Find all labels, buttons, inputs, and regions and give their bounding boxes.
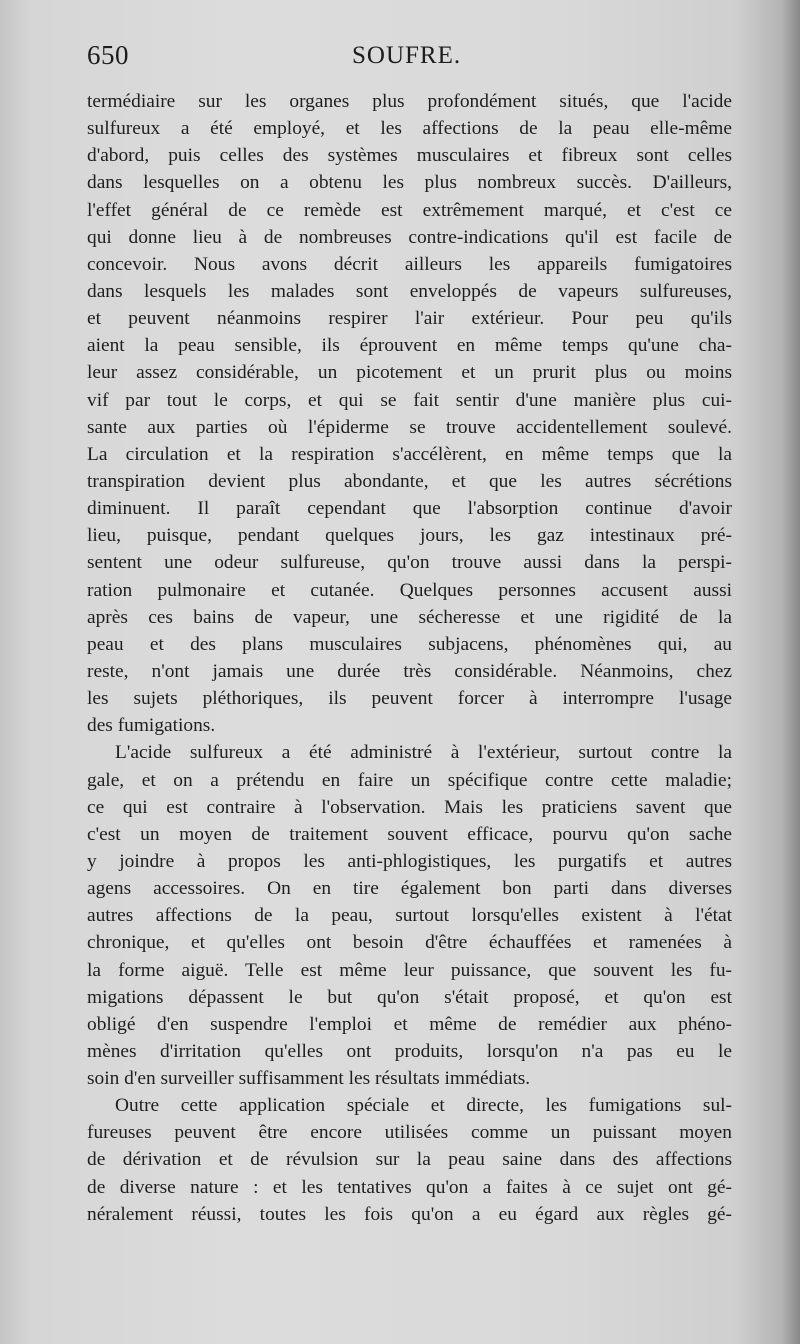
text-line: diminuent. Il paraît cependant que l'absorption continue d'avoir	[87, 498, 732, 520]
paragraph	[87, 739, 732, 1092]
text-line: sante aux parties où l'épiderme se trouve accidentellement soulevé.	[87, 416, 732, 438]
paragraph	[87, 1092, 732, 1228]
text-line: reste, n'ont jamais une durée très considérable. Néanmoins, chez	[87, 660, 732, 682]
text-line: dans lesquelles on a obtenu les plus nombreux succès. D'ailleurs,	[87, 172, 732, 194]
text-line: autres affections de la peau, surtout lorsqu'elles existent à l'état	[87, 905, 732, 927]
text-line: après ces bains de vapeur, une sécheresse et une rigidité de la	[87, 606, 732, 628]
text-line: de diverse nature : et les tentatives qu'on a faites à ce sujet ont gé-	[87, 1176, 732, 1198]
text-line: concevoir. Nous avons décrit ailleurs les appareils fumigatoires	[87, 253, 732, 275]
text-line: migations dépassent le but qu'on s'était proposé, et qu'on est	[87, 986, 732, 1008]
body-text	[87, 88, 732, 1228]
text-line: c'est un moyen de traitement souvent efficace, pourvu qu'on sache	[87, 823, 732, 845]
text-line: agens accessoires. On en tire également bon parti dans diverses	[87, 878, 732, 900]
text-line: sentent une odeur sulfureuse, qu'on trouve aussi dans la perspi-	[87, 552, 732, 574]
text-line: transpiration devient plus abondante, et que les autres sécrétions	[87, 470, 732, 492]
text-line: gale, et on a prétendu en faire un spécifique contre cette maladie;	[87, 769, 732, 791]
text-line: obligé d'en suspendre l'emploi et même de remédier aux phéno-	[87, 1013, 732, 1035]
text-line: la forme aiguë. Telle est même leur puissance, que souvent les fu-	[87, 959, 732, 981]
text-line: fureuses peuvent être encore utilisées comme un puissant moyen	[87, 1122, 732, 1144]
text-line: vif par tout le corps, et qui se fait sentir d'une manière plus cui-	[87, 389, 732, 411]
running-head: SOUFRE.	[352, 42, 462, 69]
text-line: peau et des plans musculaires subjacens, phénomènes qui, au	[87, 633, 732, 655]
text-line: lieu, puisque, pendant quelques jours, les gaz intestinaux pré-	[87, 525, 732, 547]
text-line: ration pulmonaire et cutanée. Quelques personnes accusent aussi	[87, 579, 732, 601]
text-line: dans lesquels les malades sont enveloppés de vapeurs sulfureuses,	[87, 280, 732, 302]
text-line: chronique, et qu'elles ont besoin d'être échauffées et ramenées à	[87, 932, 732, 954]
page-number: 650	[87, 40, 129, 70]
paragraph	[87, 88, 732, 739]
text-line: et peuvent néanmoins respirer l'air extérieur. Pour peu qu'ils	[87, 308, 732, 330]
text-line: néralement réussi, toutes les fois qu'on a eu égard aux règles gé-	[87, 1203, 732, 1225]
page-header	[87, 40, 727, 80]
text-line: les sujets pléthoriques, ils peuvent forcer à interrompre l'usage	[87, 688, 732, 710]
text-line: termédiaire sur les organes plus profondément situés, que l'acide	[87, 91, 732, 112]
text-line: d'abord, puis celles des systèmes musculaires et fibreux sont celles	[87, 145, 732, 167]
text-line: L'acide sulfureux a été administré à l'extérieur, surtout contre la	[115, 742, 732, 764]
text-line: qui donne lieu à de nombreuses contre-indications qu'il est facile de	[87, 226, 732, 248]
text-line: des fumigations.	[87, 715, 216, 737]
text-line: l'effet général de ce remède est extrêmement marqué, et c'est ce	[87, 199, 732, 221]
text-line: leur assez considérable, un picotement et un prurit plus ou moins	[87, 362, 732, 384]
text-line: y joindre à propos les anti-phlogistiques, les purgatifs et autres	[87, 850, 732, 872]
text-line: sulfureux a été employé, et les affections de la peau elle-même	[87, 118, 732, 140]
text-line: soin d'en surveiller suffisamment les résultats immédiats.	[87, 1068, 531, 1090]
text-line: Outre cette application spéciale et directe, les fumigations sul-	[115, 1095, 732, 1117]
text-line: La circulation et la respiration s'accélèrent, en même temps que la	[87, 443, 732, 465]
text-line: mènes d'irritation qu'elles ont produits, lorsqu'on n'a pas eu le	[87, 1040, 732, 1062]
text-line: de dérivation et de révulsion sur la peau saine dans des affections	[87, 1149, 732, 1171]
text-line: aient la peau sensible, ils éprouvent en même temps qu'une cha-	[87, 335, 732, 357]
text-line: ce qui est contraire à l'observation. Mais les praticiens savent que	[87, 796, 732, 818]
